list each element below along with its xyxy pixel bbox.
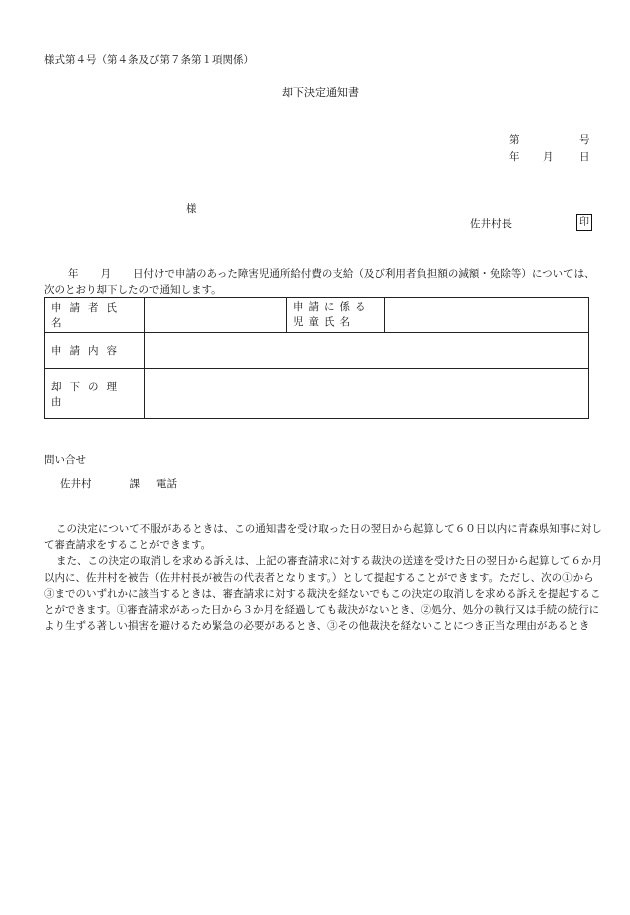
application-table	[44, 297, 589, 419]
applicant-label: 申請者氏名	[45, 298, 145, 333]
intro-month: 月	[100, 268, 111, 280]
reason-label: 却下の理由	[45, 369, 145, 419]
child-value	[385, 298, 589, 333]
table-row	[45, 298, 589, 333]
document-title: 却下決定通知書	[282, 86, 359, 99]
inquiry-phone: 電話	[156, 478, 177, 490]
form-reference: 様式第４号（第４条及び第７条第１項関係）	[44, 54, 254, 66]
issuer-name: 佐井村長	[470, 218, 512, 230]
intro-text: 日付けで申請のあった障害児通所給付費の支給（及び利用者負担額の減額・免除等）については、次のとおり却下したので通知します。	[44, 268, 595, 296]
date-month: 月	[543, 151, 554, 163]
recipient-honorific: 様	[186, 203, 197, 215]
child-label-line-2: 児童氏名	[293, 316, 355, 328]
date-year: 年	[509, 151, 520, 163]
seal-box: 印	[576, 214, 592, 231]
inquiry-village: 佐井村	[60, 478, 92, 490]
date-day: 日	[579, 151, 590, 163]
content-value	[145, 333, 589, 369]
content-label: 申請内容	[45, 333, 145, 369]
appeal-notice	[44, 521, 604, 634]
notice-paragraph-2: また、この決定の取消しを求める訴えは、上記の審査請求に対する裁決の送達を受けた日の翌日から起算して６か月以内に、佐井村を被告（佐井村長が被告の代表者となります。）として提起することができます。ただし、次の①から③までのいずれかに該当するときは、審査請求に対する裁決を経ないでもこの決定の取消しを求める訴えを提起することができます。①審査請求があった日から３か月を経過しても裁決がないとき、②処分、処分の執行又は手続の続行により生ずる著しい損害を避けるため緊急の必要があるとき、③その他裁決を経ないことにつき正当な理由があるとき	[44, 555, 602, 633]
intro-year: 年	[68, 268, 79, 280]
inquiry-dept: 課	[129, 478, 140, 490]
reason-value	[145, 369, 589, 419]
table-row	[45, 369, 589, 419]
number-prefix: 第	[509, 134, 520, 146]
number-suffix: 号	[579, 134, 590, 146]
child-label	[287, 298, 385, 333]
intro-paragraph	[44, 266, 604, 298]
inquiry-heading: 問い合せ	[44, 454, 86, 466]
applicant-value	[145, 298, 287, 333]
child-label-line-1: 申請に係る	[293, 301, 371, 313]
table-row	[45, 333, 589, 369]
notice-paragraph-1: この決定について不服があるときは、この通知書を受け取った日の翌日から起算して６０日以内に青森県知事に対して審査請求をすることができます。	[44, 523, 602, 552]
inquiry-details	[60, 476, 177, 491]
